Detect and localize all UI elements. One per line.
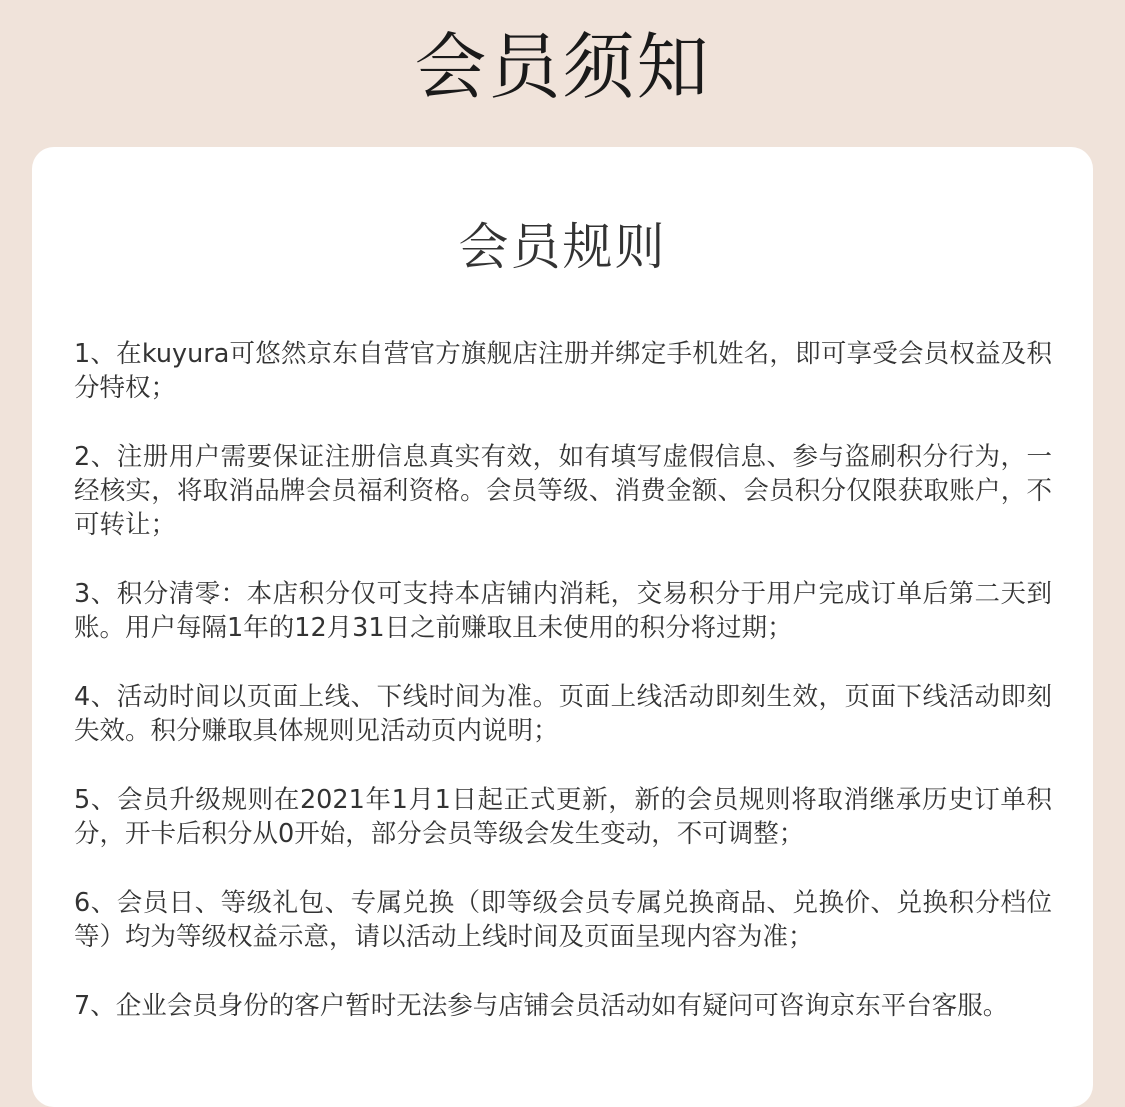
rule-item-3: 3、积分清零：本店积分仅可支持本店铺内消耗，交易积分于用户完成订单后第二天到账。用户每隔1年的12月31日之前赚取且未使用的积分将过期； — [74, 579, 1052, 643]
rule-item-2: 2、注册用户需要保证注册信息真实有效，如有填写虚假信息、参与盗刷积分行为，一经核实，将取消品牌会员福利资格。会员等级、消费金额、会员积分仅限获取账户，不可转让； — [74, 442, 1052, 540]
page-title: 会员须知 — [414, 25, 711, 109]
rules-card — [32, 147, 1093, 1107]
rule-item-6: 6、会员日、等级礼包、专属兑换（即等级会员专属兑换商品、兑换价、兑换积分档位等）均为等级权益示意，请以活动上线时间及页面呈现内容为准； — [74, 888, 1052, 952]
card-title: 会员规则 — [458, 218, 667, 276]
rule-item-4: 4、活动时间以页面上线、下线时间为准。页面上线活动即刻生效，页面下线活动即刻失效。积分赚取具体规则见活动页内说明； — [74, 682, 1052, 746]
rules-list — [74, 337, 1052, 1058]
rule-item-5: 5、会员升级规则在2021年1月1日起正式更新，新的会员规则将取消继承历史订单积分，开卡后积分从0开始，部分会员等级会发生变动，不可调整； — [74, 785, 1052, 849]
rule-item-1: 1、在kuyura可悠然京东自营官方旗舰店注册并绑定手机姓名，即可享受会员权益及积分特权； — [74, 339, 1052, 403]
rule-item-7: 7、企业会员身份的客户暂时无法参与店铺会员活动如有疑问可咨询京东平台客服。 — [74, 991, 1009, 1021]
